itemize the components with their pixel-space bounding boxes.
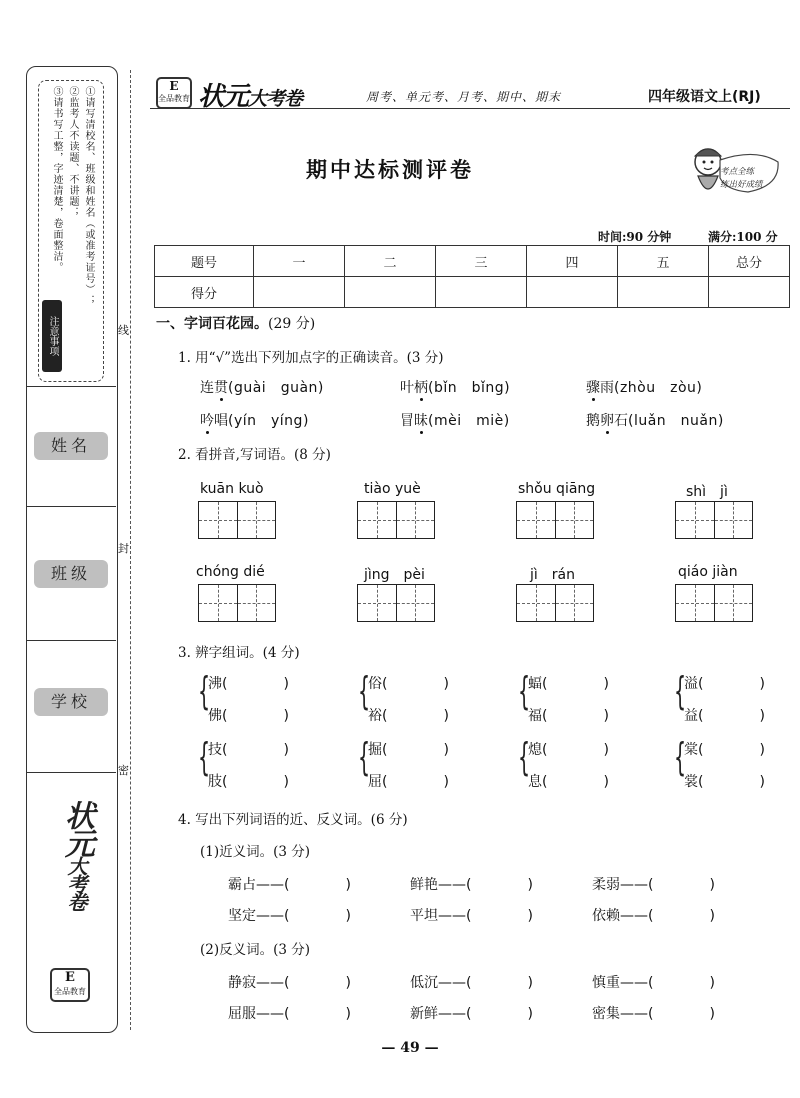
brace-icon: {: [198, 735, 211, 779]
slogan-line-2: 练出好成绩: [720, 180, 763, 190]
header-badge: E 全品教育: [156, 77, 192, 109]
q1-item[interactable]: 叶柄(bǐn bǐng): [400, 380, 511, 396]
q2-pinyin: qiáo jiàn: [678, 564, 738, 580]
score-table-cell: 一: [254, 246, 345, 277]
q3-group[interactable]: 熄( ) 息( ): [528, 742, 609, 790]
score-input-cell[interactable]: [618, 277, 709, 308]
section-1-points: (29 分): [268, 316, 316, 332]
header-rule: [150, 108, 790, 109]
slogan: [720, 166, 763, 192]
strip-divider: [26, 640, 116, 641]
q3-group[interactable]: 技( ) 肢( ): [208, 742, 289, 790]
notice-line-3: ③请书写工整，字迹清楚，卷面整洁。: [51, 86, 62, 273]
brace-icon: {: [358, 735, 371, 779]
q4-synonym-item[interactable]: 依赖——( ): [592, 908, 715, 924]
q4-synonym-item[interactable]: 坚定——( ): [228, 908, 351, 924]
q3-prompt: 3. 辨字组词。(4 分): [178, 645, 300, 661]
q2-writing-grid[interactable]: [357, 584, 435, 622]
brace-icon: {: [518, 735, 531, 779]
score-table-cell: 五: [618, 246, 709, 277]
full-score: 满分:100 分: [708, 230, 778, 244]
brand-sub: 大考卷: [248, 88, 303, 110]
name-label: 姓名: [34, 432, 108, 460]
page-title: 期中达标测评卷: [306, 157, 474, 182]
q4-prompt: 4. 写出下列词语的近、反义词。(6 分): [178, 812, 408, 828]
q1-item[interactable]: 鹅卵石(luǎn nuǎn): [586, 413, 724, 429]
score-table-cell: 题号: [155, 246, 254, 277]
q2-writing-grid[interactable]: [516, 501, 594, 539]
exam-time: 时间:90 分钟: [598, 230, 672, 244]
q4-synonym-item[interactable]: 平坦——( ): [410, 908, 533, 924]
q2-pinyin: shǒu qiāng: [518, 481, 596, 497]
q2-pinyin: jìng pèi: [364, 567, 425, 583]
score-row-label: 得分: [155, 277, 254, 308]
brace-icon: {: [674, 669, 687, 713]
q1-item[interactable]: 骤雨(zhòu zòu): [586, 380, 703, 396]
q2-pinyin: jì rán: [530, 567, 575, 583]
q4-synonym-title: (1)近义词。(3 分): [200, 844, 311, 860]
q2-writing-grid[interactable]: [198, 501, 276, 539]
cut-char-xian: 线: [118, 324, 129, 337]
q2-prompt: 2. 看拼音,写词语。(8 分): [178, 447, 331, 463]
brand-main: 状元: [198, 82, 249, 112]
score-table-score-row: [155, 277, 790, 308]
score-table-header-row: [155, 246, 790, 277]
q2-writing-grid[interactable]: [675, 584, 753, 622]
score-table-cell: 三: [436, 246, 527, 277]
q2-writing-grid[interactable]: [675, 501, 753, 539]
score-input-cell[interactable]: [345, 277, 436, 308]
q4-antonym-item[interactable]: 静寂——( ): [228, 975, 351, 991]
strip-logo-main: 状元: [59, 800, 94, 856]
strip-divider: [26, 772, 116, 773]
brace-icon: {: [358, 669, 371, 713]
brace-icon: {: [198, 669, 211, 713]
q4-antonym-item[interactable]: 新鲜——( ): [410, 1006, 533, 1022]
notice-tag: 注意事项: [42, 300, 62, 372]
score-input-cell[interactable]: [436, 277, 527, 308]
q4-antonym-item[interactable]: 屈服——( ): [228, 1006, 351, 1022]
score-table: [154, 245, 790, 308]
class-label: 班级: [34, 560, 108, 588]
strip-logo: [44, 800, 98, 960]
q1-item[interactable]: 连贯(guài guàn): [200, 380, 324, 396]
q3-group[interactable]: 棠( ) 裳( ): [684, 742, 765, 790]
q1-item[interactable]: 冒昧(mèi miè): [400, 413, 510, 429]
q3-group[interactable]: 沸( ) 佛( ): [208, 676, 289, 724]
cut-line: [130, 70, 131, 1030]
strip-logo-sub: 大考卷: [64, 856, 88, 910]
q2-writing-grid[interactable]: [516, 584, 594, 622]
strip-divider: [26, 506, 116, 507]
q4-antonym-item[interactable]: 慎重——( ): [592, 975, 715, 991]
strip-badge-text: 全品教育: [54, 987, 86, 996]
q3-group[interactable]: 溢( ) 益( ): [684, 676, 765, 724]
brace-icon: {: [674, 735, 687, 779]
score-input-cell[interactable]: [527, 277, 618, 308]
strip-badge: E 全品教育: [50, 968, 90, 1002]
q4-antonym-item[interactable]: 低沉——( ): [410, 975, 533, 991]
page-number: — 49 —: [381, 1040, 439, 1056]
notice-line-2: ②监考人不读题、不讲题；: [67, 86, 78, 218]
brace-icon: {: [518, 669, 531, 713]
q3-group[interactable]: 蝠( ) 福( ): [528, 676, 609, 724]
q4-synonym-item[interactable]: 柔弱——( ): [592, 877, 715, 893]
exam-types: 周考、单元考、月考、期中、期末: [366, 90, 562, 104]
score-input-cell[interactable]: [254, 277, 345, 308]
q2-pinyin: shì jì: [686, 484, 728, 500]
school-label: 学校: [34, 688, 108, 716]
q1-item[interactable]: 吟唱(yín yíng): [200, 413, 309, 429]
q4-synonym-item[interactable]: 霸占——( ): [228, 877, 351, 893]
q4-synonym-item[interactable]: 鲜艳——( ): [410, 877, 533, 893]
q2-pinyin: tiào yuè: [364, 481, 421, 497]
cut-char-feng: 封: [118, 542, 129, 555]
grade-label: 四年级语文上(RJ): [648, 89, 761, 105]
score-table-cell: 总分: [709, 246, 790, 277]
q2-writing-grid[interactable]: [198, 584, 276, 622]
cut-char-mi: 密: [118, 764, 129, 777]
section-1-title: [156, 313, 315, 333]
q4-antonym-item[interactable]: 密集——( ): [592, 1006, 715, 1022]
slogan-line-1: 考点全练: [720, 167, 755, 177]
notice-line-1: ①请写清校名、班级和姓名（或准考证号）；: [83, 86, 94, 306]
q2-pinyin: chóng dié: [196, 564, 265, 580]
q2-pinyin: kuān kuò: [200, 481, 264, 497]
q3-group[interactable]: 掘( ) 屈( ): [368, 742, 449, 790]
q4-antonym-title: (2)反义词。(3 分): [200, 942, 311, 958]
q1-prompt: 1. 用“√”选出下列加点字的正确读音。(3 分): [178, 350, 444, 366]
section-1-name: 一、字词百花园。: [156, 316, 268, 332]
score-input-cell[interactable]: [709, 277, 790, 308]
score-table-cell: 四: [527, 246, 618, 277]
q2-writing-grid[interactable]: [357, 501, 435, 539]
score-table-cell: 二: [345, 246, 436, 277]
header-badge-text: 全品教育: [158, 94, 190, 103]
strip-divider: [26, 386, 116, 387]
q3-group[interactable]: 俗( ) 裕( ): [368, 676, 449, 724]
